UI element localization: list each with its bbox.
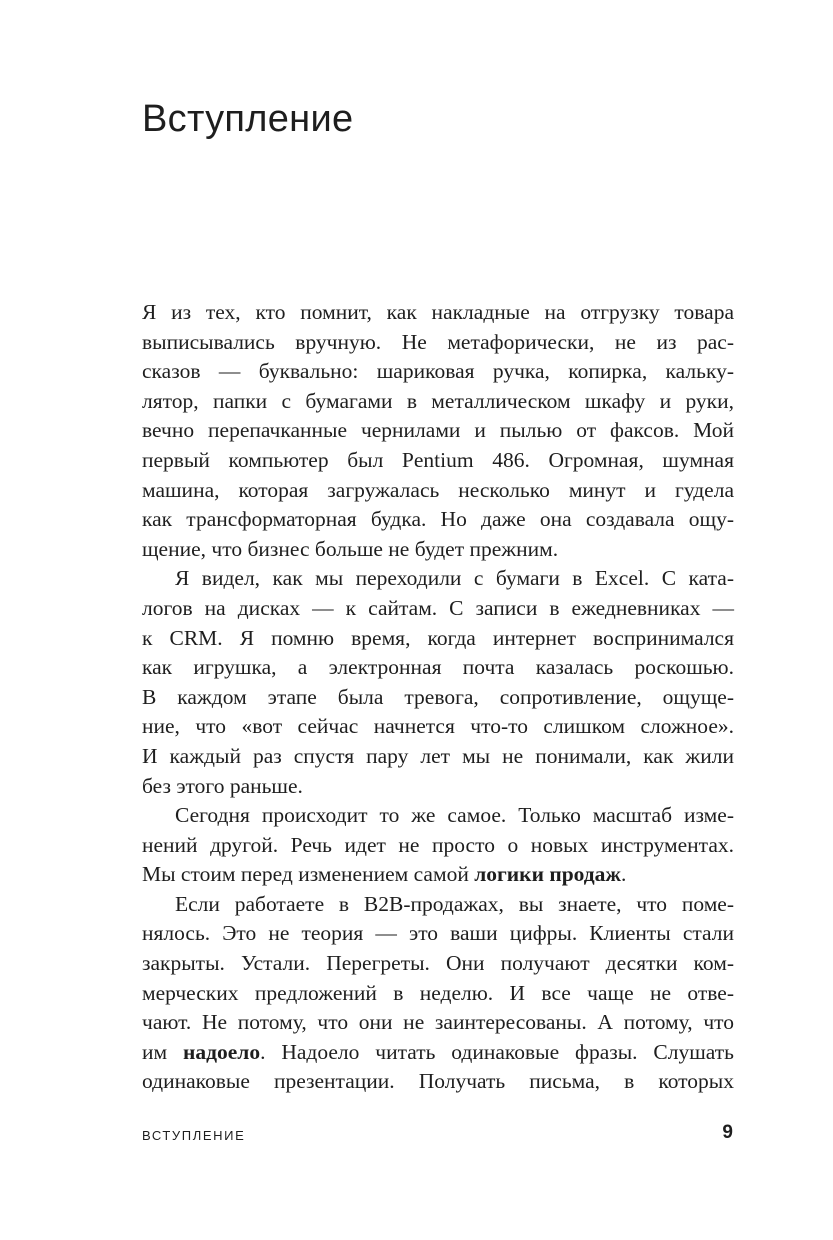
text-line: чают. Не потому, что они не заинтересованы. А потому, что bbox=[142, 1010, 734, 1035]
text-line: И каждый раз спустя пару лет мы не понимали, как жили bbox=[142, 743, 734, 768]
text-run: . Надоело читать одинаковые фразы. Слушать bbox=[260, 1039, 734, 1064]
paragraph-1 bbox=[142, 298, 734, 564]
text-line: Если работаете в B2B-продажах, вы знаете, что поме- bbox=[175, 891, 734, 916]
paragraph-3 bbox=[142, 801, 734, 890]
text-line: сказов — буквально: шариковая ручка, копирка, кальку- bbox=[142, 359, 734, 384]
text-run: . bbox=[621, 862, 627, 887]
text-line: Я из тех, кто помнит, как накладные на отгрузку товара bbox=[142, 300, 734, 324]
text-line: лятор, папки с бумагами в металлическом шкафу и руки, bbox=[142, 388, 734, 413]
page-number: 9 bbox=[722, 1122, 733, 1143]
text-line: закрыты. Устали. Перегреты. Они получают десятки ком- bbox=[142, 951, 734, 976]
text-line: нений другой. Речь идет не просто о новых инструментах. bbox=[142, 832, 734, 857]
body-text bbox=[142, 298, 734, 1097]
text-line: мерческих предложений в неделю. И все чаще не отве- bbox=[142, 980, 734, 1005]
text-line: машина, которая загружалась несколько минут и гудела bbox=[142, 477, 734, 502]
text-line: В каждом этапе была тревога, сопротивление, ощуще- bbox=[142, 684, 734, 709]
paragraph-4 bbox=[142, 890, 734, 1097]
bold-phrase: логики продаж bbox=[474, 862, 622, 887]
text-line: как игрушка, а электронная почта казалась роскошью. bbox=[142, 655, 734, 680]
running-footer-section: ВСТУПЛЕНИЕ bbox=[142, 1128, 246, 1143]
text-line bbox=[142, 860, 734, 890]
text-line: как трансформаторная будка. Но даже она создавала ощу- bbox=[142, 507, 734, 532]
bold-phrase: надоело bbox=[182, 1039, 261, 1064]
text-line bbox=[142, 1038, 734, 1068]
chapter-title: Вступление bbox=[142, 98, 354, 140]
text-line: вечно перепачканные чернилами и пылью от факсов. Мой bbox=[142, 418, 734, 443]
text-line: Я видел, как мы переходили с бумаги в Excel. С ката- bbox=[175, 566, 734, 591]
text-line: Сегодня происходит то же самое. Только масштаб изме- bbox=[175, 803, 734, 828]
text-line: первый компьютер был Pentium 486. Огромная, шумная bbox=[142, 447, 734, 472]
text-line: логов на дисках — к сайтам. С записи в ежедневниках — bbox=[142, 595, 734, 620]
text-line: нялось. Это не теория — это ваши цифры. Клиенты стали bbox=[142, 921, 734, 946]
paragraph-2 bbox=[142, 564, 734, 801]
text-line: к CRM. Я помню время, когда интернет воспринимался bbox=[142, 625, 734, 650]
text-run: им bbox=[142, 1039, 183, 1064]
text-run: Мы стоим перед изменением самой bbox=[142, 862, 475, 887]
text-line: ние, что «вот сейчас начнется что-то слишком сложное». bbox=[142, 714, 734, 739]
text-line: одинаковые презентации. Получать письма, в которых bbox=[142, 1069, 734, 1094]
text-line: без этого раньше. bbox=[142, 773, 303, 798]
text-line: выписывались вручную. Не метафорически, не из рас- bbox=[142, 329, 734, 354]
text-line: щение, что бизнес больше не будет прежним. bbox=[142, 536, 559, 561]
